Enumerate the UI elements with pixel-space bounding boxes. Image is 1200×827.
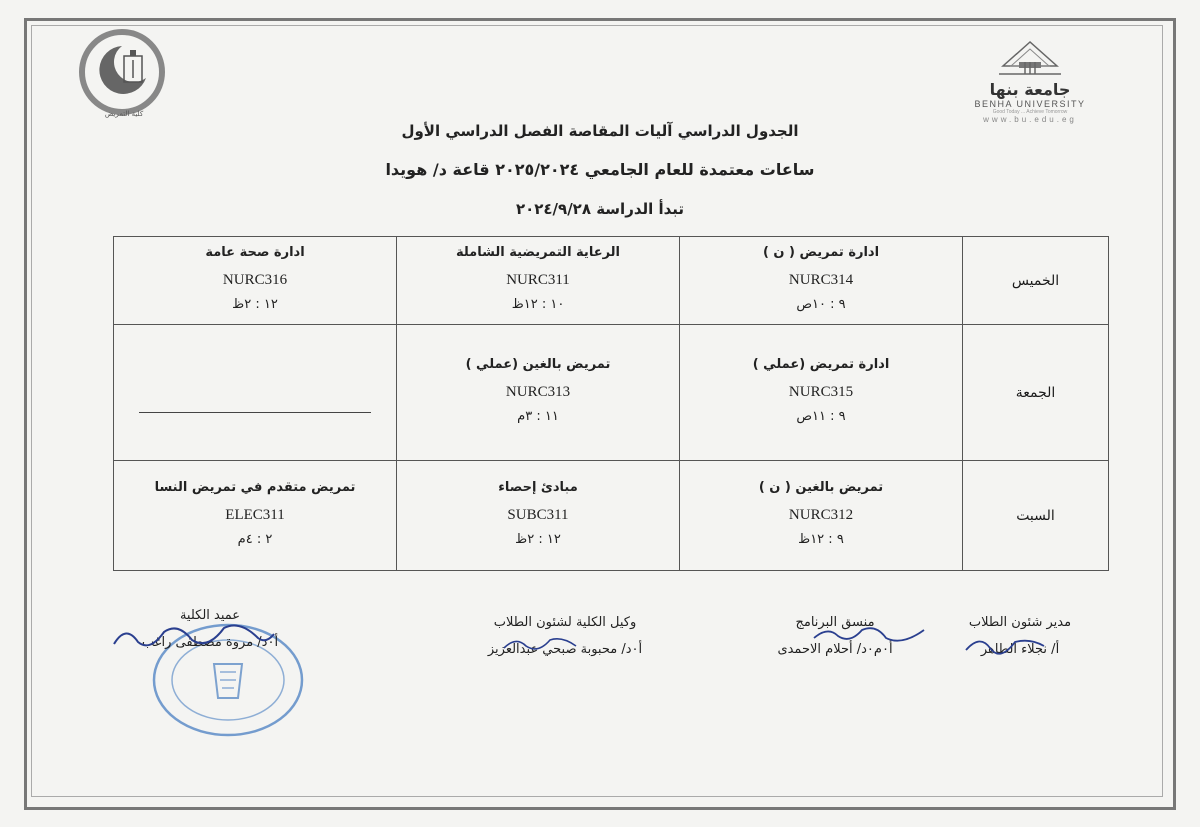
empty-course-cell [114,325,397,461]
course-name: ادارة تمريض (عملي ) [752,356,890,372]
course-code: NURC316 [222,271,288,288]
course-cell [680,237,963,325]
course-code: NURC315 [788,383,854,400]
university-website: www.bu.edu.eg [983,115,1077,124]
course-code: NURC313 [505,383,571,400]
handwritten-signature-1 [960,630,1050,660]
course-cell [680,461,963,571]
course-time: ١٢ : ٢ظ [515,531,561,547]
empty-slot-line [139,412,371,413]
course-time: ٩ : ١١ص [796,408,846,424]
course-name: مبادئ إحصاء [498,479,578,495]
course-code: NURC312 [788,506,854,523]
signature-name: أ/ نجلاء الطاهر [980,642,1060,657]
signature-name: أ٠د/ مروة مصطفى راغب [141,635,279,650]
course-name: تمريض بالغين (عملي ) [465,356,611,372]
course-time: ١١ : ٣م [517,408,559,424]
course-cell [397,461,680,571]
course-cell [397,325,680,461]
course-name: تمريض متقدم في تمريض النسا [154,479,356,495]
course-code: ELEC311 [225,506,285,523]
course-cell [397,237,680,325]
handwritten-signature-3 [500,632,580,656]
university-english-name: BENHA UNIVERSITY [974,99,1086,109]
signature-role: عميد الكلية [179,608,241,623]
course-time: ١٢ : ٢ظ [232,296,278,312]
day-cell: السبت [963,461,1109,571]
course-name: ادارة تمريض ( ن ) [762,244,880,260]
university-tagline: Good Today ... Achieve Tomorrow [992,109,1068,115]
course-name: ادارة صحة عامة [205,244,305,260]
signature-role: وكيل الكلية لشئون الطلاب [493,615,637,630]
signature-name: أ٠م٠د/ أحلام الاحمدى [777,642,893,657]
course-code: NURC311 [506,271,570,288]
signature-name: أ٠د/ محبوبة صبحي عبدالعزيز [487,642,643,657]
schedule-row [114,237,1109,325]
signature-role: منسق البرنامج [795,615,875,630]
course-name: الرعاية التمريضية الشاملة [455,244,621,260]
faculty-caption: كلية التمريض [104,110,144,118]
course-cell [114,461,397,571]
course-code: SUBC311 [507,506,569,523]
course-time: ٩ : ١٢ظ [798,531,844,547]
day-cell: الجمعة [963,325,1109,461]
course-code: NURC314 [788,271,854,288]
document-subtitle: ساعات معتمدة للعام الجامعي ٢٠٢٥/٢٠٢٤ قاعة د/ هويدا [385,160,815,179]
course-time: ٩ : ١٠ص [796,296,846,312]
course-time: ٢ : ٤م [237,531,273,547]
course-cell [114,237,397,325]
university-arabic-name: جامعة بنها [989,80,1071,99]
handwritten-signature-2 [810,620,930,650]
document-title: الجدول الدراسي آليات المقاصة الفصل الدراسي الأول [401,122,799,140]
day-cell: الخميس [963,237,1109,325]
handwritten-signature-4 [108,616,278,656]
course-time: ١٠ : ١٢ظ [511,296,565,312]
schedule-table [113,236,1109,571]
signature-role: مدير شئون الطلاب [968,615,1072,630]
course-cell [680,325,963,461]
schedule-row [114,461,1109,571]
schedule-row [114,325,1109,461]
university-building-icon [995,40,1065,78]
course-name: تمريض بالغين ( ن ) [758,479,884,495]
study-start-date: تبدأ الدراسة ٢٠٢٤/٩/٢٨ [515,200,685,218]
